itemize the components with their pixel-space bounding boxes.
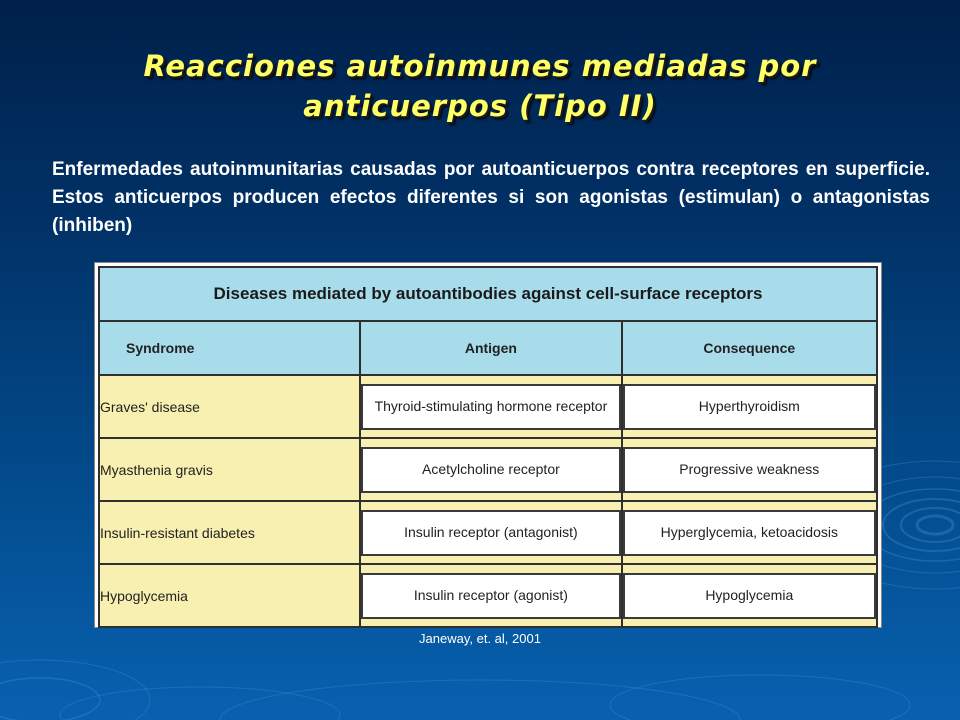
antigen-cell: Acetylcholine receptor: [361, 447, 620, 493]
table-row: [99, 438, 877, 501]
title-line-1: Reacciones autoinmunes mediadas por: [143, 49, 817, 83]
table-header-row: [99, 321, 877, 375]
table-caption: Diseases mediated by autoantibodies against cell-surface receptors: [99, 267, 877, 321]
consequence-cell: Hypoglycemia: [623, 573, 876, 619]
slide-title: [80, 46, 880, 126]
syndrome-cell: Graves' disease: [99, 375, 360, 438]
intro-paragraph: Enfermedades autoinmunitarias causadas por autoanticuerpos contra receptores en superficie. Estos anticuerpos producen efectos diferentes si son agonistas (estimulan) o antagonistas (inhiben): [52, 159, 930, 236]
header-consequence: Consequence: [622, 321, 877, 375]
header-syndrome: Syndrome: [99, 321, 360, 375]
source-citation: Janeway, et. al, 2001: [419, 631, 541, 646]
antigen-cell: Insulin receptor (agonist): [361, 573, 620, 619]
table-row: [99, 375, 877, 438]
title-line-2: anticuerpos (Tipo II): [303, 89, 657, 123]
syndrome-cell: Myasthenia gravis: [99, 438, 360, 501]
antigen-cell: Insulin receptor (antagonist): [361, 510, 620, 556]
consequence-cell: Progressive weakness: [623, 447, 876, 493]
antigen-cell: Thyroid-stimulating hormone receptor: [361, 384, 620, 430]
table-row: [99, 564, 877, 627]
diseases-table-figure: [94, 262, 882, 628]
table-row: [99, 501, 877, 564]
diseases-table: [98, 266, 878, 628]
syndrome-cell: Insulin-resistant diabetes: [99, 501, 360, 564]
syndrome-cell: Hypoglycemia: [99, 564, 360, 627]
consequence-cell: Hyperthyroidism: [623, 384, 876, 430]
consequence-cell: Hyperglycemia, ketoacidosis: [623, 510, 876, 556]
header-antigen: Antigen: [360, 321, 621, 375]
